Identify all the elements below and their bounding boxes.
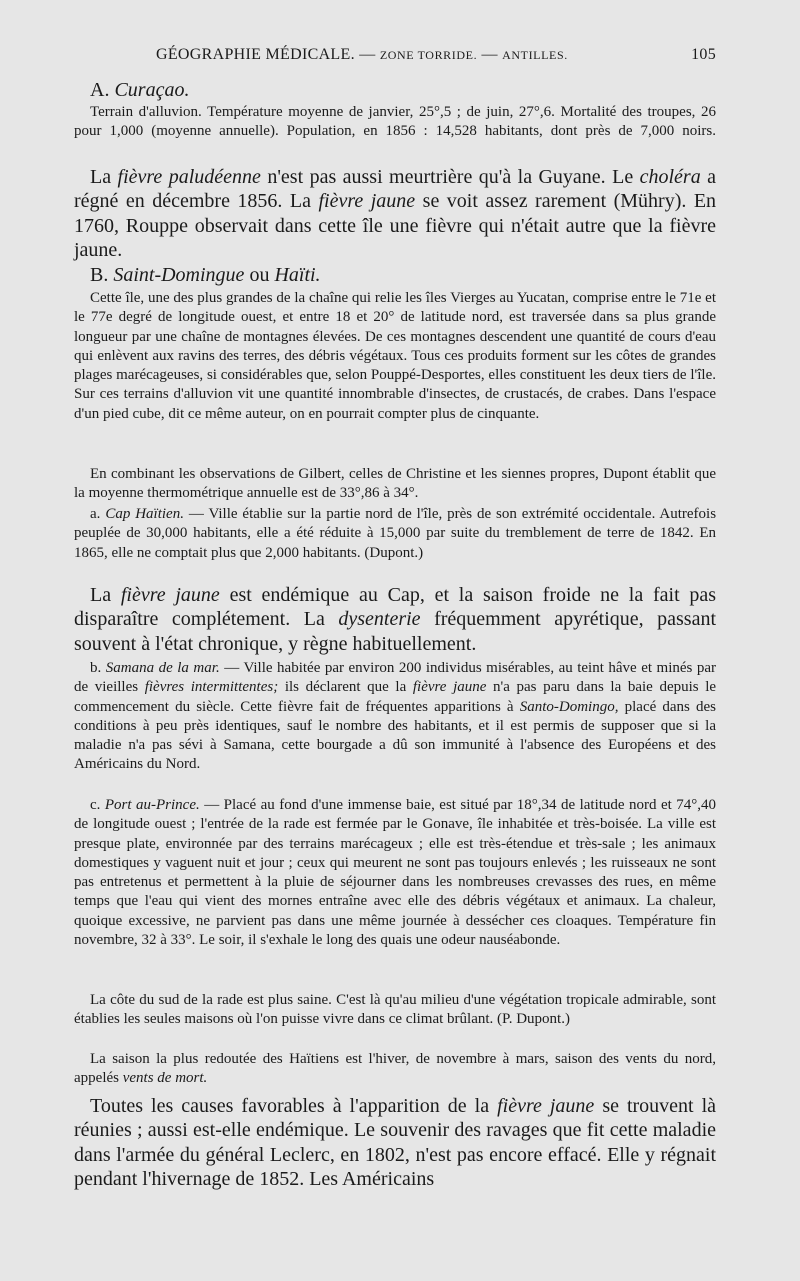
text-run: — Ville habitée par environ 200 individus misérables, au teint hâve et minés par de vieilles (74, 660, 717, 696)
port-south-coast (74, 991, 716, 1030)
emphasis: Santo-Domingo, (519, 698, 619, 715)
text-run: La saison la plus redoutée des Haïtiens est l'hiver, de novembre à mars, saison des vents du nord, appelés (74, 1051, 716, 1087)
haiti-geography (74, 289, 716, 424)
curacao-disease (74, 165, 716, 262)
emphasis: fièvre jaune (318, 190, 416, 213)
cap-disease (74, 583, 716, 656)
text-run: — Ville établie sur la partie nord de l'île, près de son extrémité occidentale. Autrefois peuplée de 30,000 habitants, elle a été réduite à 15,000 par suite du tremblement de terre de 1842. En 1865, elle ne comptait plus que 2,000 habitants. (Dupont.) (74, 506, 717, 561)
paragraph (74, 1050, 716, 1089)
port-yellow-fever (74, 1094, 716, 1191)
text-run: — Placé au fond d'une immense baie, est situé par 18°,34 de latitude nord et 74°,40 de longitude ouest ; l'entrée de la rade est fermée par le Gonave, île inhabitée et très-boisée. La ville est presque plate, environnée par des terrains marécageux ; elle est très-étendue et très-sale ; les animaux domestiques y vaguent nuit et jour ; ceux qui meurent ne sont pas toujours enlevés ; les ruisseaux ne sont pas entretenus et permettent à la pluie de séjourner dans les nombreuses crevasses des rues, en même temps que l'eau qui vient des mornes entraîne avec elle des débris végétaux et animaux. La chaleur, quoique excessive, ne parvient pas dans une même journée à dessécher ces cloaques. Température fin novembre, 32 à 33°. Le soir, il s'exhale le long des quais une odeur nauséabonde. (74, 797, 717, 949)
text-run: placé dans des conditions à peu près identiques, sauf le nombre des habitants, et il est permis de supposer que si la maladie n'a pas sévi à Samana, cette bourgade a dû son immunité à l'absence des Européens et des Américains du Nord. (74, 698, 717, 773)
samana (74, 659, 716, 775)
paragraph (74, 659, 716, 775)
paragraph (74, 583, 716, 656)
section-haiti-heading (74, 263, 716, 287)
text-run: a régné en décembre 1856. La (74, 166, 717, 213)
section-curacao-heading (74, 78, 716, 102)
emphasis: vents de mort. (122, 1070, 208, 1087)
text-run: fréquemment apyrétique, passant souvent à l'état chronique, y règne habituellement. (74, 608, 717, 655)
text-run: Toutes les causes favorables à l'apparition de la (90, 1095, 490, 1117)
item-label: c. (90, 797, 101, 813)
emphasis: fièvre jaune (497, 1095, 595, 1117)
section-name-alt: Haïti. (274, 264, 321, 286)
port-season (74, 1050, 716, 1089)
paragraph (74, 1094, 716, 1191)
section-name: Saint-Domingue (113, 264, 245, 286)
header-zone: ZONE TORRIDE. (379, 48, 478, 62)
section-name-join: ou (249, 264, 270, 286)
paragraph (74, 796, 716, 950)
port-au-prince (74, 796, 716, 950)
cap-haitien (74, 505, 716, 563)
paragraph (74, 505, 716, 563)
paragraph: En combinant les observations de Gilbert, celles de Christine et les siennes propres, Dupont établit que la moyenne thermométrique annuelle est de 33°,86 à 34°. (74, 466, 716, 502)
header-separator: — (481, 46, 498, 63)
emphasis: choléra (639, 166, 701, 188)
text-run: se voit assez rarement (Mühry). En 1760, Rouppe observait dans cette île une fièvre qui n'était autre que la fièvre jaune. (74, 190, 717, 261)
text-run: ils déclarent que la (284, 679, 407, 696)
text-run: La (90, 584, 112, 606)
emphasis: fièvres intermittentes; (144, 679, 279, 696)
text-run: est endémique au Cap, et la saison froide ne la fait pas disparaître complétement. La (74, 584, 717, 631)
emphasis: fièvre jaune (412, 679, 487, 696)
paragraph (74, 165, 716, 262)
curacao-facts (74, 103, 716, 142)
haiti-temperature (74, 465, 716, 504)
header-region: ANTILLES. (502, 48, 568, 62)
text-run: n'a pas paru dans la baie depuis le commencement du siècle. Cette fièvre fait de fréquentes apparitions à (74, 679, 717, 715)
page-number: 105 (691, 46, 716, 63)
place-name: Port au-Prince. (104, 797, 200, 813)
item-label: b. (90, 660, 102, 676)
text-run: se trouvent là réunies ; aussi est-elle endémique. Le souvenir des ravages que fit cette maladie dans l'armée du général Leclerc, en 1802, n'est pas encore effacé. Elle y régnait pendant l'hivernage de 1852. Les Américains (74, 1095, 717, 1190)
emphasis: dysenterie (338, 608, 421, 631)
paragraph: Cette île, une des plus grandes de la chaîne qui relie les îles Vierges au Yucatan, comprise entre le 71e et le 77e degré de longitude ouest, et entre 18 et 20° de latitude nord, est traversée dans sa plus grande longueur par une chaîne de montagnes élevées. De ces montagnes descendent une quantité de cours d'eau qui enlèvent aux ravins des terres, des débris végétaux. Tous ces produits forment sur les côtes de grandes plages marécageuses, si considérables que, selon Pouppé-Desportes, elles constituent les deux tiers de l'île. Sur ces terrains d'alluvion vit une quantité innombrable d'insectes, de crustacés, de crabes. Dans l'espace d'un pied cube, dit ce même auteur, on en pourrait compter plus de cinquante. (74, 290, 716, 422)
emphasis: fièvre paludéenne (117, 166, 261, 188)
place-name: Cap Haïtien. (105, 506, 184, 522)
running-title (156, 46, 568, 64)
section-name: Curaçao. (114, 79, 190, 101)
text-run: n'est pas aussi meurtrière qu'à la Guyane. Le (267, 166, 634, 188)
place-name: Samana de la mar. (105, 660, 220, 676)
item-label: a. (90, 506, 101, 522)
paragraph: Terrain d'alluvion. Température moyenne de janvier, 25°,5 ; de juin, 27°,6. Mortalité des troupes, 26 pour 1,000 (moyenne annuelle). Population, en 1856 : 14,528 habitants, dont près de 7,000 noirs. (74, 104, 716, 140)
header-separator: — (359, 46, 376, 63)
section-label: B. (90, 264, 109, 286)
header-title: GÉOGRAPHIE MÉDICALE. (156, 46, 355, 63)
emphasis: fièvre jaune (120, 584, 220, 606)
paragraph: La côte du sud de la rade est plus saine. C'est là qu'au milieu d'une végétation tropicale admirable, sont établies les seules maisons où l'on puisse vivre dans ce climat brûlant. (P. Dupont.) (74, 992, 716, 1028)
text-run: La (90, 166, 112, 188)
section-label: A. (90, 79, 110, 101)
